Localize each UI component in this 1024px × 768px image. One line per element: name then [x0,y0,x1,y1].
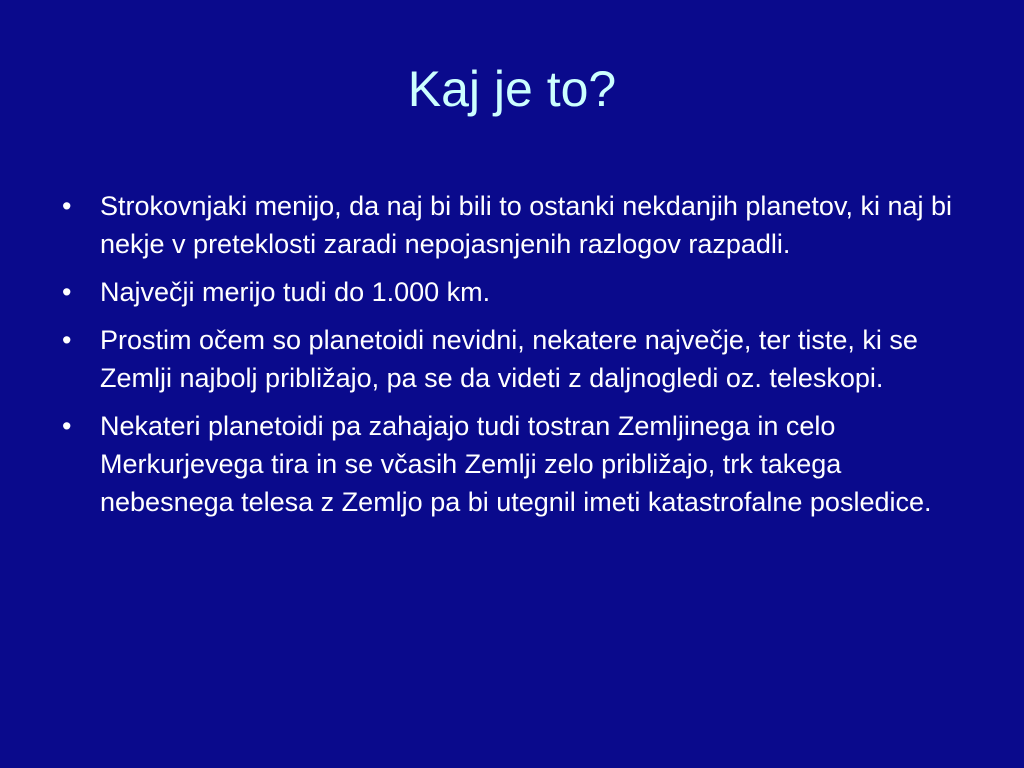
slide-title: Kaj je to? [407,61,617,117]
bullet-icon: • [62,325,72,355]
bullet-list [62,187,982,531]
bullet-text: Nekateri planetoidi pa zahajajo tudi tostran Zemljinega in celo Merkurjevega tira in se včasih Zemlji zelo približajo, trk takega nebesnega telesa z Zemljo pa bi utegnil imeti katastrofalne posledice. [100,411,932,517]
bullet-item [62,321,982,397]
bullet-item [62,273,982,311]
bullet-text: Prostim očem so planetoidi nevidni, nekatere največje, ter tiste, ki se Zemlji najbolj približajo, pa se da videti z daljnogledi oz. teleskopi. [100,325,918,393]
bullet-text: Strokovnjaki menijo, da naj bi bili to ostanki nekdanjih planetov, ki naj bi nekje v preteklosti zaradi nepojasnjenih razlogov razpadli. [100,191,952,259]
bullet-item [62,407,982,521]
bullet-icon: • [62,411,72,441]
bullet-icon: • [62,191,72,221]
bullet-item [62,187,982,263]
bullet-text: Največji merijo tudi do 1.000 km. [100,277,491,307]
bullet-icon: • [62,277,72,307]
